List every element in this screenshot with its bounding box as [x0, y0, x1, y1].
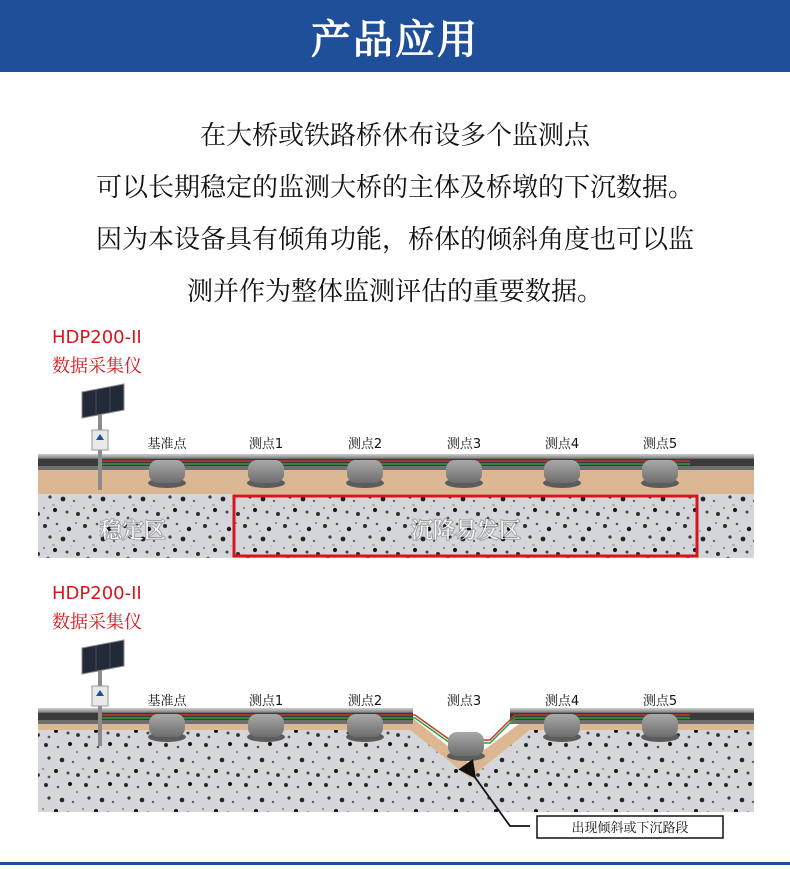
rail-top [38, 454, 754, 458]
sensor-3 [445, 460, 483, 488]
scene-settled-illustration [0, 580, 790, 845]
sensor-1 [247, 460, 285, 488]
device-name-label: 数据采集仪 [52, 356, 142, 377]
point-label: 测点1 [248, 694, 284, 709]
point-label: 测点4 [544, 694, 580, 709]
scene-stable-illustration [0, 320, 790, 565]
bottom-divider [0, 862, 790, 865]
sensor-5 [641, 714, 679, 742]
point-label: 测点3 [446, 437, 482, 452]
intro-line: 测并作为整体监测评估的重要数据。 [186, 277, 603, 307]
scene-stable [0, 320, 790, 565]
scene-settled [0, 580, 790, 845]
point-label: 基准点 [147, 694, 187, 709]
solar-panel-icon [82, 384, 124, 418]
point-label: 测点1 [248, 437, 284, 452]
callout-label: 出现倾斜或下沉路段 [571, 821, 689, 836]
sensor-4 [543, 714, 581, 742]
sensor-4 [543, 460, 581, 488]
sensor-reference [148, 714, 186, 742]
point-label: 测点3 [446, 694, 482, 709]
bedrock [38, 730, 754, 812]
point-label: 基准点 [147, 437, 187, 452]
sensor-1 [247, 714, 285, 742]
settlement-zone-label: 沉降易发区 [410, 519, 522, 544]
point-label: 测点2 [347, 437, 383, 452]
page-title: 产品应用 [311, 16, 479, 63]
header-banner [0, 0, 790, 72]
point-label: 测点5 [642, 694, 678, 709]
intro-line: 在大桥或铁路桥休布设多个监测点 [199, 121, 590, 151]
sensor-5 [641, 460, 679, 488]
stable-zone-label: 稳定区 [99, 519, 167, 544]
intro-text [0, 110, 790, 318]
solar-panel-icon [82, 640, 124, 674]
intro-line: 可以长期稳定的监测大桥的主体及桥墩的下沉数据。 [95, 173, 694, 203]
device-model-label: HDP200-II [52, 583, 142, 604]
point-label: 测点5 [642, 437, 678, 452]
device-name-label: 数据采集仪 [52, 612, 142, 633]
point-label: 测点2 [347, 694, 383, 709]
sensor-2 [346, 714, 384, 742]
point-label: 测点4 [544, 437, 580, 452]
intro-line: 因为本设备具有倾角功能，桥体的倾斜角度也可以监 [95, 225, 694, 255]
sensor-2 [346, 460, 384, 488]
device-model-label: HDP200-II [52, 327, 142, 348]
sensor-3-sunken [447, 732, 485, 761]
sensor-reference [148, 460, 186, 488]
